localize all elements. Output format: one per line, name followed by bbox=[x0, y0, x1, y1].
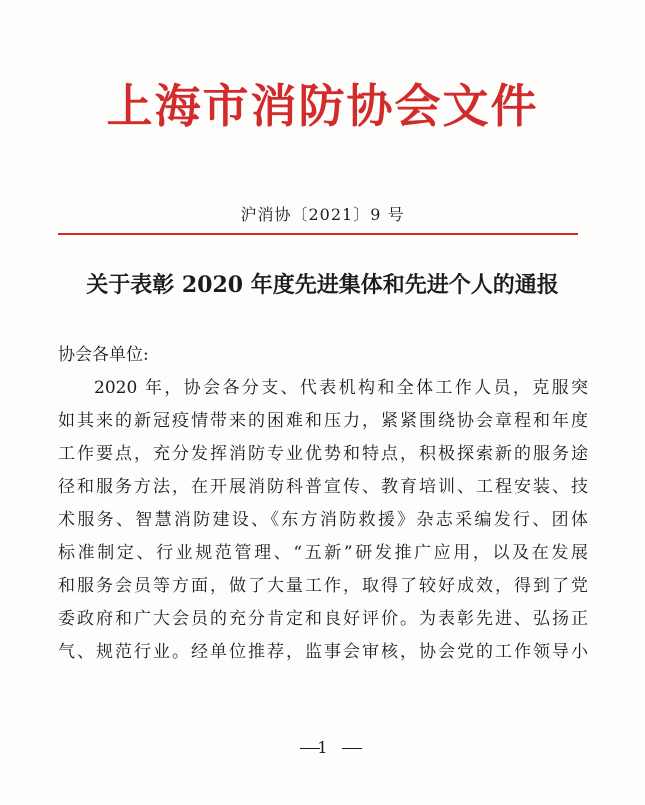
document-number: 沪消协〔2021〕9 号 bbox=[240, 205, 405, 224]
body-line: 委政府和广大会员的充分肯定和良好评价。为表彰先进、弘扬正 bbox=[58, 609, 588, 629]
red-divider-line bbox=[58, 233, 578, 235]
body-line: 如其来的新冠疫情带来的困难和压力，紧紧围绕协会章程和年度 bbox=[58, 411, 588, 431]
body-line: 径和服务方法，在开展消防科普宣传、教育培训、工程安装、技 bbox=[58, 477, 588, 497]
body-line: 2020 年，协会各分支、代表机构和全体工作人员，克服突 bbox=[94, 378, 588, 398]
org-header-title: 上海市消防协会文件 bbox=[106, 79, 539, 133]
salutation: 协会各单位: bbox=[58, 345, 149, 365]
body-line: 标准制定、行业规范管理、“五新”研发推广应用，以及在发展 bbox=[58, 543, 588, 563]
body-line: 工作要点，充分发挥消防专业优势和特点，积极探索新的服务途 bbox=[58, 444, 588, 464]
page-number: 1 bbox=[317, 738, 328, 757]
body-paragraph bbox=[58, 372, 588, 669]
document-title: 关于表彰 2020 年度先进集体和先进个人的通报 bbox=[86, 272, 559, 298]
page-number-dash-right bbox=[342, 748, 362, 749]
body-line: 气、规范行业。经单位推荐，监事会审核，协会党的工作领导小 bbox=[58, 642, 588, 662]
body-line: 和服务会员等方面，做了大量工作，取得了较好成效，得到了党 bbox=[58, 576, 588, 596]
body-line: 术服务、智慧消防建设、《东方消防救援》杂志采编发行、团体 bbox=[58, 510, 588, 530]
